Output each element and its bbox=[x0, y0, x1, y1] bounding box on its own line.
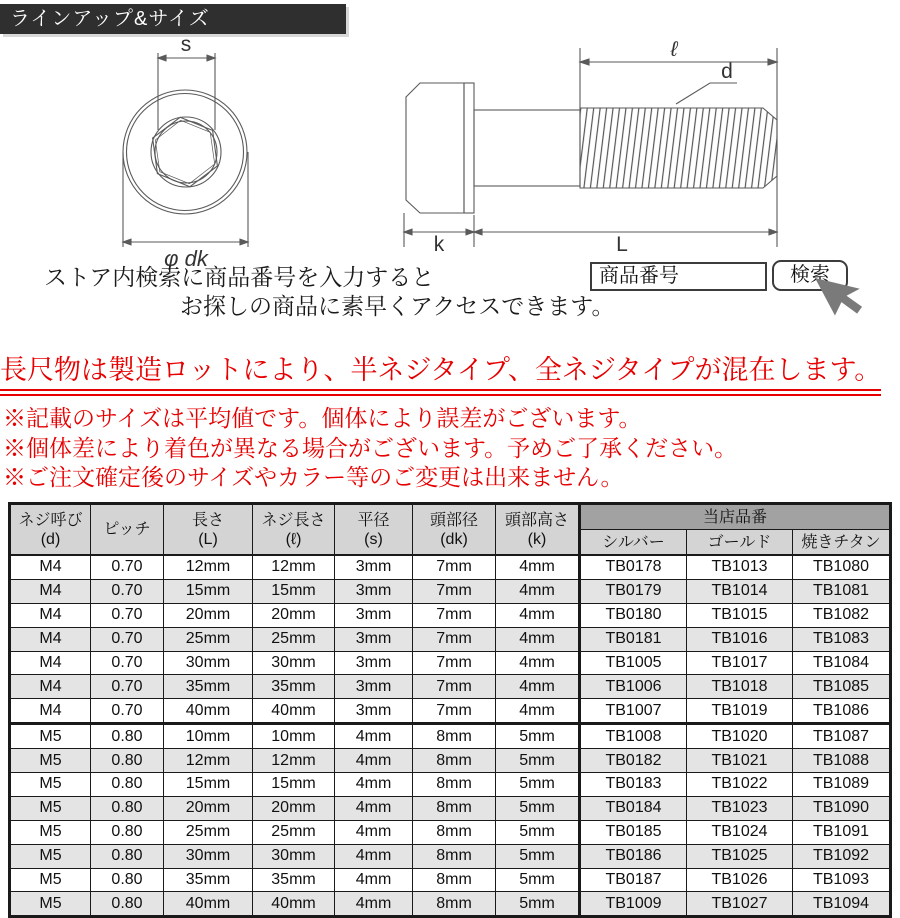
table-row bbox=[10, 749, 891, 773]
col-header-flat-width: 平径 (s) bbox=[335, 504, 413, 556]
table-cell: TB1080 bbox=[793, 555, 891, 579]
table-cell: 0.70 bbox=[91, 555, 164, 579]
dim-label-thread-length: ℓ bbox=[670, 38, 678, 61]
table-cell: 25mm bbox=[164, 820, 253, 844]
table-cell: 40mm bbox=[253, 699, 335, 724]
table-cell: TB1093 bbox=[793, 868, 891, 892]
table-cell: M5 bbox=[10, 844, 91, 868]
table-cell: 4mm bbox=[496, 675, 580, 699]
table-cell: 0.80 bbox=[91, 749, 164, 773]
note-line: ※記載のサイズは平均値です。個体により誤差がございます。 bbox=[3, 405, 642, 431]
red-headline: 長尺物は製造ロットにより、半ネジタイプ、全ネジタイプが混在します。 bbox=[0, 348, 900, 396]
hex-socket-shape bbox=[153, 117, 218, 186]
table-cell: TB1020 bbox=[687, 724, 793, 749]
table-cell: 4mm bbox=[496, 651, 580, 675]
table-cell: 0.70 bbox=[91, 651, 164, 675]
table-cell: TB1018 bbox=[687, 675, 793, 699]
col-header-silver: シルバー bbox=[580, 530, 687, 556]
table-cell: TB1087 bbox=[793, 724, 891, 749]
dim-label-s: s bbox=[180, 35, 192, 56]
note-line: ※個体差により着色が異なる場合がございます。予めご了承ください。 bbox=[3, 434, 738, 461]
table-cell: 0.70 bbox=[91, 627, 164, 651]
section-title-bar bbox=[0, 4, 346, 34]
table-cell: TB1015 bbox=[687, 603, 793, 627]
table-cell: TB1023 bbox=[687, 796, 793, 820]
table-row bbox=[10, 627, 891, 651]
search-hint-line2: お探しの商品に素早くアクセスできます。 bbox=[180, 293, 615, 319]
table-cell: 8mm bbox=[413, 892, 496, 917]
table-cell: 40mm bbox=[253, 892, 335, 917]
table-cell: 5mm bbox=[496, 773, 580, 797]
table-cell: TB0179 bbox=[580, 579, 687, 603]
table-cell: 40mm bbox=[164, 699, 253, 724]
table-row bbox=[10, 579, 891, 603]
table-cell: 30mm bbox=[164, 844, 253, 868]
table-cell: M5 bbox=[10, 820, 91, 844]
table-cell: TB1008 bbox=[580, 724, 687, 749]
table-cell: 25mm bbox=[164, 627, 253, 651]
table-cell: 8mm bbox=[413, 773, 496, 797]
table-cell: 0.80 bbox=[91, 892, 164, 917]
col-group-part-numbers: 当店品番 bbox=[580, 504, 891, 530]
table-cell: TB1022 bbox=[687, 773, 793, 797]
table-cell: TB1090 bbox=[793, 796, 891, 820]
table-cell: 30mm bbox=[253, 651, 335, 675]
table-cell: 4mm bbox=[335, 820, 413, 844]
table-cell: 12mm bbox=[253, 555, 335, 579]
table-cell: 8mm bbox=[413, 844, 496, 868]
table-cell: 0.70 bbox=[91, 579, 164, 603]
table-cell: 20mm bbox=[253, 796, 335, 820]
table-cell: 30mm bbox=[253, 844, 335, 868]
table-cell: 12mm bbox=[253, 749, 335, 773]
table-cell: TB0184 bbox=[580, 796, 687, 820]
table-cell: TB0183 bbox=[580, 773, 687, 797]
table-cell: 30mm bbox=[164, 651, 253, 675]
table-cell: 4mm bbox=[335, 724, 413, 749]
table-cell: 4mm bbox=[496, 699, 580, 724]
table-cell: M4 bbox=[10, 555, 91, 579]
table-cell: 7mm bbox=[413, 579, 496, 603]
table-cell: TB0180 bbox=[580, 603, 687, 627]
table-cell: 0.70 bbox=[91, 675, 164, 699]
thread-section bbox=[580, 108, 777, 188]
table-cell: 0.80 bbox=[91, 773, 164, 797]
table-cell: TB1016 bbox=[687, 627, 793, 651]
table-cell: 7mm bbox=[413, 699, 496, 724]
dim-label-diameter: d bbox=[721, 60, 733, 83]
table-cell: 4mm bbox=[335, 749, 413, 773]
table-cell: 4mm bbox=[496, 579, 580, 603]
table-cell: 5mm bbox=[496, 892, 580, 917]
table-cell: M5 bbox=[10, 892, 91, 917]
table-row bbox=[10, 820, 891, 844]
table-cell: 10mm bbox=[164, 724, 253, 749]
table-cell: 4mm bbox=[335, 844, 413, 868]
table-row bbox=[10, 844, 891, 868]
table-cell: M5 bbox=[10, 773, 91, 797]
table-cell: TB1088 bbox=[793, 749, 891, 773]
table-cell: TB1089 bbox=[793, 773, 891, 797]
table-cell: 3mm bbox=[335, 579, 413, 603]
col-header-head-height: 頭部高さ (k) bbox=[496, 504, 580, 556]
table-row bbox=[10, 892, 891, 917]
table-row bbox=[10, 868, 891, 892]
table-row bbox=[10, 651, 891, 675]
table-cell: TB1091 bbox=[793, 820, 891, 844]
col-header-thread-size: ネジ呼び (d) bbox=[10, 504, 91, 556]
table-cell: TB0178 bbox=[580, 555, 687, 579]
table-cell: TB1013 bbox=[687, 555, 793, 579]
table-cell: 7mm bbox=[413, 675, 496, 699]
table-cell: 8mm bbox=[413, 749, 496, 773]
table-cell: TB1007 bbox=[580, 699, 687, 724]
table-cell: 4mm bbox=[335, 868, 413, 892]
bolt-technical-drawing bbox=[0, 35, 900, 270]
table-cell: 7mm bbox=[413, 555, 496, 579]
table-cell: TB1027 bbox=[687, 892, 793, 917]
table-cell: 35mm bbox=[164, 868, 253, 892]
product-number-input[interactable]: 商品番号 bbox=[590, 262, 767, 291]
table-cell: TB1082 bbox=[793, 603, 891, 627]
table-cell: TB1019 bbox=[687, 699, 793, 724]
table-cell: 4mm bbox=[335, 892, 413, 917]
table-cell: 4mm bbox=[335, 796, 413, 820]
table-cell: 12mm bbox=[164, 555, 253, 579]
table-cell: 35mm bbox=[253, 868, 335, 892]
table-cell: 5mm bbox=[496, 820, 580, 844]
table-cell: TB1021 bbox=[687, 749, 793, 773]
table-cell: 8mm bbox=[413, 868, 496, 892]
table-row bbox=[10, 773, 891, 797]
spec-table bbox=[8, 502, 892, 918]
table-cell: M5 bbox=[10, 749, 91, 773]
table-cell: 25mm bbox=[253, 820, 335, 844]
table-cell: M4 bbox=[10, 699, 91, 724]
search-hint-line1: ストア内検索に商品番号を入力すると bbox=[44, 264, 435, 290]
table-cell: TB1085 bbox=[793, 675, 891, 699]
col-header-gold: ゴールド bbox=[687, 530, 793, 556]
table-cell: 15mm bbox=[164, 773, 253, 797]
table-cell: 3mm bbox=[335, 651, 413, 675]
table-row bbox=[10, 675, 891, 699]
table-cell: TB1024 bbox=[687, 820, 793, 844]
table-cell: 4mm bbox=[496, 627, 580, 651]
table-cell: 8mm bbox=[413, 796, 496, 820]
table-cell: M4 bbox=[10, 651, 91, 675]
note-line: ※ご注文確定後のサイズやカラー等のご変更は出来ません。 bbox=[3, 464, 624, 490]
table-cell: TB1005 bbox=[580, 651, 687, 675]
table-cell: 10mm bbox=[253, 724, 335, 749]
table-cell: 0.80 bbox=[91, 724, 164, 749]
table-cell: 12mm bbox=[164, 749, 253, 773]
table-cell: 5mm bbox=[496, 844, 580, 868]
table-cell: 35mm bbox=[253, 675, 335, 699]
table-cell: 4mm bbox=[496, 555, 580, 579]
col-header-burnt-titanium: 焼きチタン bbox=[793, 530, 891, 556]
table-cell: 15mm bbox=[164, 579, 253, 603]
table-cell: 15mm bbox=[253, 579, 335, 603]
table-row bbox=[10, 699, 891, 724]
mouse-cursor-icon bbox=[812, 276, 872, 324]
col-header-head-dia: 頭部径 (dk) bbox=[413, 504, 496, 556]
dim-label-total-length: L bbox=[616, 233, 628, 256]
table-cell: 5mm bbox=[496, 749, 580, 773]
table-cell: TB1092 bbox=[793, 844, 891, 868]
table-cell: 25mm bbox=[253, 627, 335, 651]
col-header-thread-length: ネジ長さ (ℓ) bbox=[253, 504, 335, 556]
table-cell: 20mm bbox=[253, 603, 335, 627]
table-cell: 20mm bbox=[164, 603, 253, 627]
table-cell: TB1081 bbox=[793, 579, 891, 603]
table-cell: 7mm bbox=[413, 651, 496, 675]
table-cell: 0.70 bbox=[91, 699, 164, 724]
table-cell: TB0186 bbox=[580, 844, 687, 868]
table-cell: 3mm bbox=[335, 603, 413, 627]
table-cell: M4 bbox=[10, 579, 91, 603]
table-cell: M5 bbox=[10, 724, 91, 749]
table-cell: 0.80 bbox=[91, 868, 164, 892]
table-cell: TB1094 bbox=[793, 892, 891, 917]
dim-label-dk: φ dk bbox=[164, 246, 208, 270]
table-cell: 0.80 bbox=[91, 820, 164, 844]
table-cell: 5mm bbox=[496, 868, 580, 892]
table-cell: M5 bbox=[10, 868, 91, 892]
col-header-length: 長さ (L) bbox=[164, 504, 253, 556]
table-cell: 40mm bbox=[164, 892, 253, 917]
table-cell: 5mm bbox=[496, 796, 580, 820]
table-cell: 7mm bbox=[413, 603, 496, 627]
red-notes bbox=[3, 404, 737, 493]
search-button[interactable]: 検索 bbox=[772, 260, 848, 291]
table-cell: 3mm bbox=[335, 699, 413, 724]
table-cell: TB0181 bbox=[580, 627, 687, 651]
table-cell: TB0185 bbox=[580, 820, 687, 844]
table-cell: M4 bbox=[10, 627, 91, 651]
table-cell: 0.80 bbox=[91, 796, 164, 820]
table-cell: 3mm bbox=[335, 675, 413, 699]
table-cell: TB1006 bbox=[580, 675, 687, 699]
table-cell: TB1017 bbox=[687, 651, 793, 675]
table-cell: M5 bbox=[10, 796, 91, 820]
table-cell: TB1014 bbox=[687, 579, 793, 603]
table-cell: TB1084 bbox=[793, 651, 891, 675]
section-title: ラインアップ&サイズ bbox=[10, 8, 210, 30]
col-header-pitch: ピッチ bbox=[91, 504, 164, 556]
table-row bbox=[10, 724, 891, 749]
table-cell: 8mm bbox=[413, 724, 496, 749]
table-cell: TB0187 bbox=[580, 868, 687, 892]
table-cell: 4mm bbox=[335, 773, 413, 797]
table-cell: TB1026 bbox=[687, 868, 793, 892]
table-cell: 0.70 bbox=[91, 603, 164, 627]
table-cell: 8mm bbox=[413, 820, 496, 844]
table-cell: 15mm bbox=[253, 773, 335, 797]
dim-label-head-height: k bbox=[433, 233, 445, 256]
table-cell: 5mm bbox=[496, 724, 580, 749]
table-cell: 7mm bbox=[413, 627, 496, 651]
table-cell: M4 bbox=[10, 603, 91, 627]
table-cell: 3mm bbox=[335, 555, 413, 579]
table-cell: 3mm bbox=[335, 627, 413, 651]
table-cell: 4mm bbox=[496, 603, 580, 627]
table-row bbox=[10, 603, 891, 627]
table-cell: TB0182 bbox=[580, 749, 687, 773]
table-cell: 0.80 bbox=[91, 844, 164, 868]
table-cell: M4 bbox=[10, 675, 91, 699]
table-row bbox=[10, 555, 891, 579]
table-cell: 35mm bbox=[164, 675, 253, 699]
table-cell: TB1025 bbox=[687, 844, 793, 868]
table-cell: TB1083 bbox=[793, 627, 891, 651]
front-view-drawing bbox=[123, 53, 248, 247]
table-row bbox=[10, 796, 891, 820]
spec-table-body bbox=[10, 555, 891, 917]
table-cell: 20mm bbox=[164, 796, 253, 820]
table-cell: TB1086 bbox=[793, 699, 891, 724]
table-cell: TB1009 bbox=[580, 892, 687, 917]
